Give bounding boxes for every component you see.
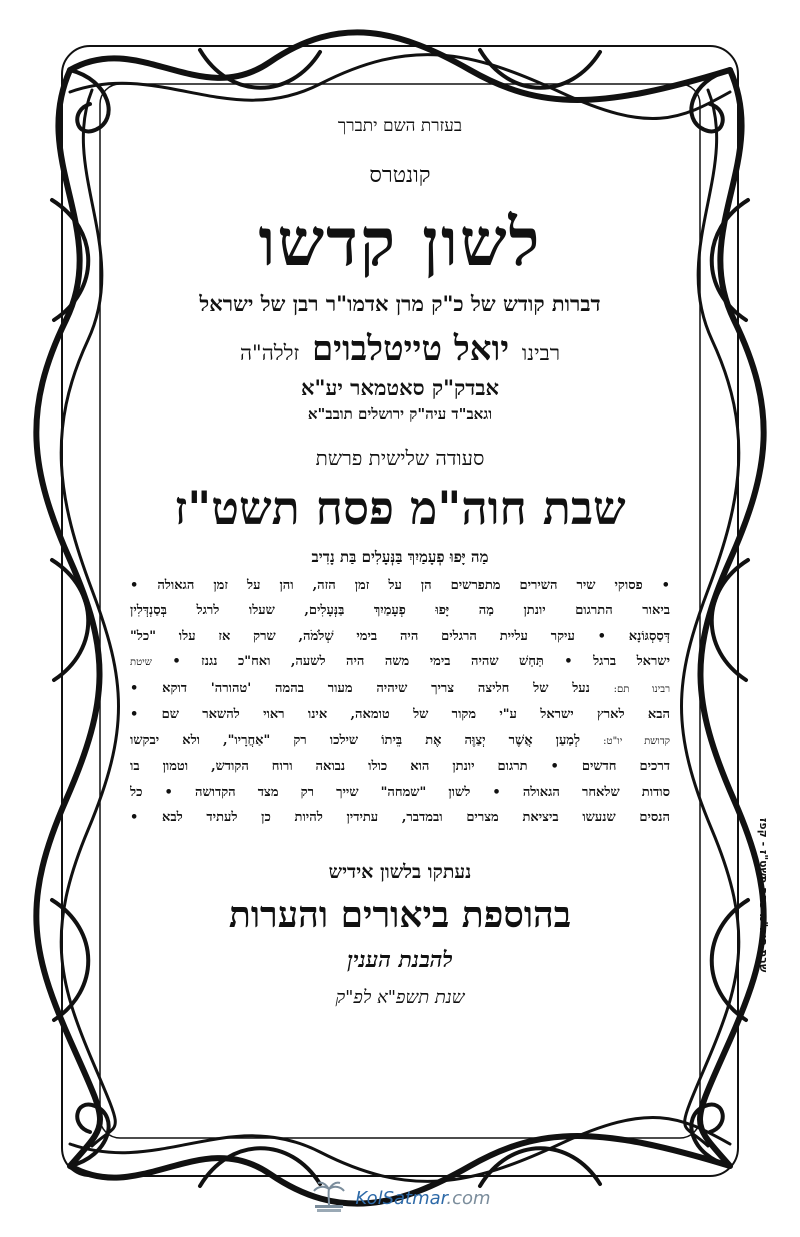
brand-tld: .com bbox=[446, 1187, 491, 1209]
summary-line-4-text: ישראל ברגל • תַּחַשׁ שהיה בימי משה היה לשעה, ואח"כ נגנז • bbox=[172, 654, 670, 670]
summary-line-1: • פסוקי שיר השירים מתפרשים הן על זמן הזה, והן על זמן הגאולה • bbox=[130, 577, 670, 593]
rabeinu-prefix: רבינו bbox=[521, 341, 561, 366]
summary-line-2: ביאור התרגום יונתן מַה יָּפוּ פְעָמַיִךְ בַּנְּעָלִים, שעלו לרגל בְּסַנְדְּלִין bbox=[130, 603, 670, 619]
palm-tree-book-icon bbox=[309, 1181, 349, 1215]
summary-line-4 bbox=[130, 649, 670, 676]
bezrat-hashem-line: בעזרת השם יתברך bbox=[337, 116, 463, 136]
verse-line: מַה יָּפוּ פְעָמַיִךְ בַּנְּעָלִים בַּת נָדִיב bbox=[311, 547, 489, 566]
shitat-small-label: שיטת bbox=[130, 657, 152, 669]
summary-line-5-text: נעל של חליצה צריך שיהיה מעור בהמה 'טהורה' דוקא • bbox=[130, 680, 590, 696]
kolsatmar-logo-text[interactable] bbox=[355, 1188, 490, 1209]
understanding-line: להבנת הענין bbox=[347, 947, 453, 974]
rabeinu-suffix: זללה"ה bbox=[239, 341, 300, 366]
translated-yiddish-line: נעתקו בלשון אידיש bbox=[328, 860, 472, 883]
kedushat-yt-small-label: קדושת יו"ט: bbox=[603, 735, 670, 747]
summary-line-9: סודות שלאחר הגאולה • לשון "שמחה" שייך רק מצד הקדושה • כל bbox=[130, 784, 670, 800]
rabeinu-tam-small-label: רבינו תם: bbox=[613, 683, 670, 695]
summary-line-7-text: לְמַעַן אֲשֶׁר יְצַוֶּה אֶת בֵּיתוֹ שילכו רק "אַחֲרָיו", ולא יבקשו bbox=[130, 732, 581, 748]
summary-line-8: דרכים חדשים • תרגום יונתן הוא כולו נבואה ורוח הקודש, וטמון בו bbox=[130, 759, 670, 775]
summary-line-7 bbox=[130, 728, 670, 755]
seuda-shlishis-line: סעודה שלישית פרשת bbox=[315, 446, 485, 471]
summary-line-10: הנסים שנעשו ביציאת מצרים ובמדבר, עתידין להיות כן לעתיד לבא • bbox=[130, 810, 670, 826]
brand-main: KolSatmar bbox=[355, 1187, 447, 1209]
title-page-content bbox=[128, 112, 672, 1172]
footer-brand[interactable] bbox=[0, 1180, 800, 1216]
running-header-side: שבת חוה"מ פסח תשט"ז - קפז bbox=[757, 818, 770, 973]
year-line: שנת תשפ"א לפ"ק bbox=[335, 987, 465, 1009]
parsha-title: שבת חוה"מ פסח תשט"ז bbox=[174, 481, 626, 536]
kuntres-label: קונטרס bbox=[369, 163, 431, 188]
av-beis-din-yerushalayim: וגאב"ד עיה"ק ירושלים תובב"א bbox=[307, 405, 493, 424]
summary-line-3: דְּסַסְגּוֹנָא • עיקר עליית הרגלים היה בימי שְׁלֹמֹה, שרק אז עלו "כל" bbox=[130, 628, 670, 644]
rabeinu-name: יואל טייטלבוים bbox=[311, 329, 510, 370]
divrei-kodesh-line: דברות קודש של כ"ק מרן אדמו"ר רבן של ישראל bbox=[199, 291, 601, 317]
additions-line: בהוספת ביאורים והערות bbox=[228, 893, 572, 936]
av-beis-din-satmar: אבדק"ק סאטמאר יע"א bbox=[301, 375, 499, 401]
topics-summary bbox=[128, 573, 672, 831]
summary-line-5 bbox=[130, 676, 670, 703]
summary-line-6: הבא לארץ ישראל ע"י מקור של טומאה, אינו ראוי להשאר שם • bbox=[130, 707, 670, 723]
rabeinu-line bbox=[128, 329, 672, 369]
book-title: לשון קדשו bbox=[258, 203, 542, 281]
